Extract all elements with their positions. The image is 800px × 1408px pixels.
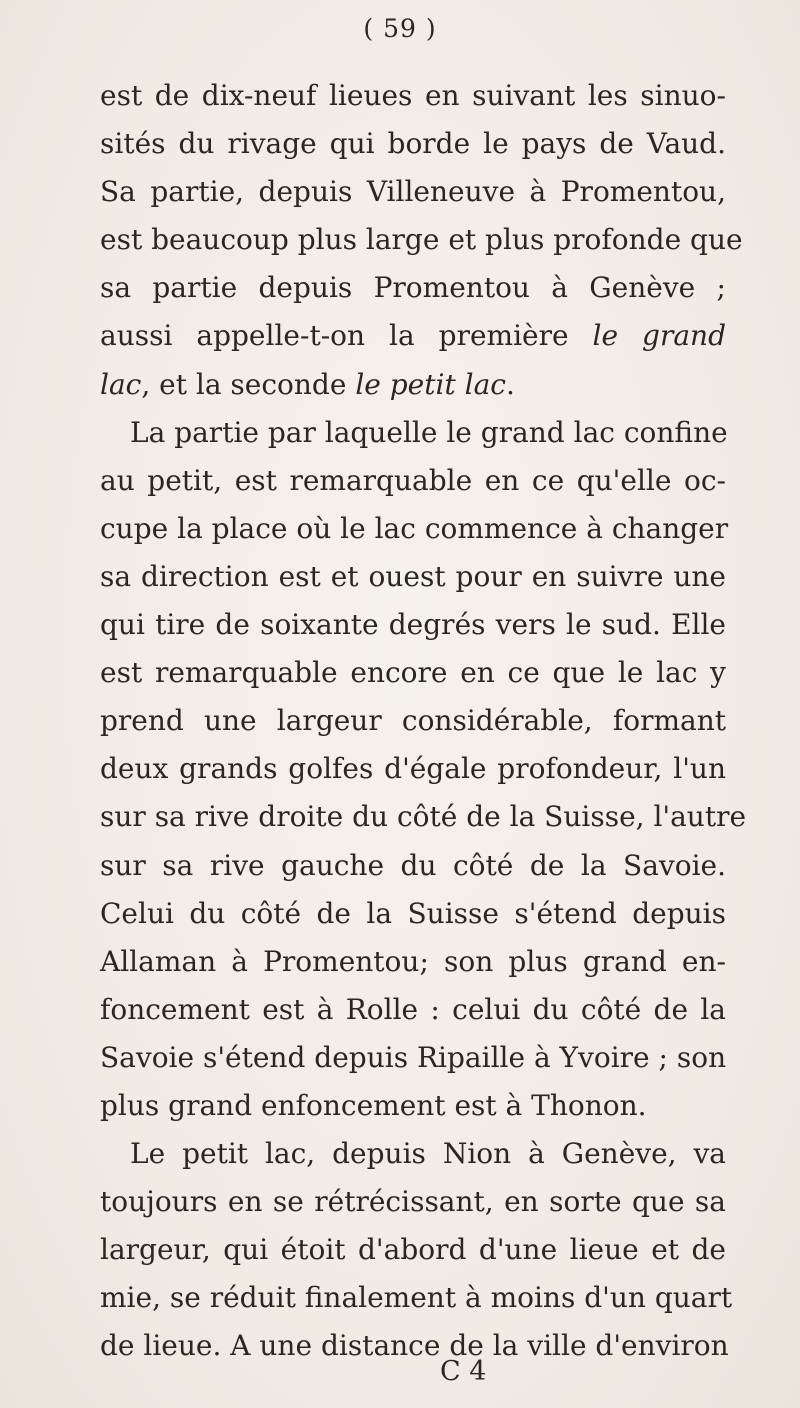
text-line: qui tire de soixante degrés vers le sud. Elle <box>100 608 726 642</box>
text-run: aussi appelle-t-on la première <box>100 319 593 353</box>
text-line <box>100 361 726 409</box>
text-line: de lieue. A une distance de la ville d'environ <box>100 1329 729 1363</box>
text-line: Savoie s'étend depuis Ripaille à Yvoire ; son <box>100 1040 727 1074</box>
signature-mark: C 4 <box>440 1356 487 1387</box>
text-run: . <box>505 367 515 401</box>
text-line: sa partie depuis Promentou à Genève ; <box>100 271 726 305</box>
text-line: sur sa rive droite du côté de la Suisse, l'autre <box>100 800 747 834</box>
text-run: , et la seconde <box>141 367 356 401</box>
text-line: mie, se réduit finalement à moins d'un quart <box>100 1281 733 1315</box>
text-line: au petit, est remarquable en ce qu'elle oc- <box>100 463 726 497</box>
italic-term-petit-lac: le petit lac <box>355 367 506 401</box>
text-line: est remarquable encore en ce que le lac y <box>100 656 726 690</box>
italic-term-grand-lac: le grand <box>592 319 726 353</box>
paragraph-start-line: La partie par laquelle le grand lac confine <box>130 415 728 449</box>
body-text <box>100 72 747 1371</box>
page-number: ( 59 ) <box>363 14 437 43</box>
text-line: sités du rivage qui borde le pays de Vaud. <box>100 127 726 161</box>
text-line: cupe la place où le lac commence à changer <box>100 511 729 545</box>
text-line: deux grands golfes d'égale profondeur, l'un <box>100 752 726 786</box>
text-line: largeur, qui étoit d'abord d'une lieue et de <box>100 1233 726 1267</box>
text-line: est de dix-neuf lieues en suivant les sinuo- <box>100 79 726 112</box>
text-line <box>100 312 726 360</box>
text-line: Allaman à Promentou; son plus grand en- <box>100 944 726 978</box>
text-line: foncement est à Rolle : celui du côté de la <box>100 992 726 1026</box>
text-line: prend une largeur considérable, formant <box>100 704 726 738</box>
text-line: plus grand enfoncement est à Thonon. <box>100 1088 647 1122</box>
paragraph-start-line: Le petit lac, depuis Nion à Genève, va <box>130 1137 726 1171</box>
text-line: sa direction est et ouest pour en suivre une <box>100 559 726 593</box>
italic-term-lac: lac <box>100 367 142 401</box>
text-line: Celui du côté de la Suisse s'étend depuis <box>100 896 726 930</box>
text-line: sur sa rive gauche du côté de la Savoie. <box>100 848 726 882</box>
text-line: toujours en se rétrécissant, en sorte que sa <box>100 1185 726 1219</box>
text-line: Sa partie, depuis Villeneuve à Promentou, <box>100 175 726 209</box>
text-line: est beaucoup plus large et plus profonde que <box>100 223 743 257</box>
